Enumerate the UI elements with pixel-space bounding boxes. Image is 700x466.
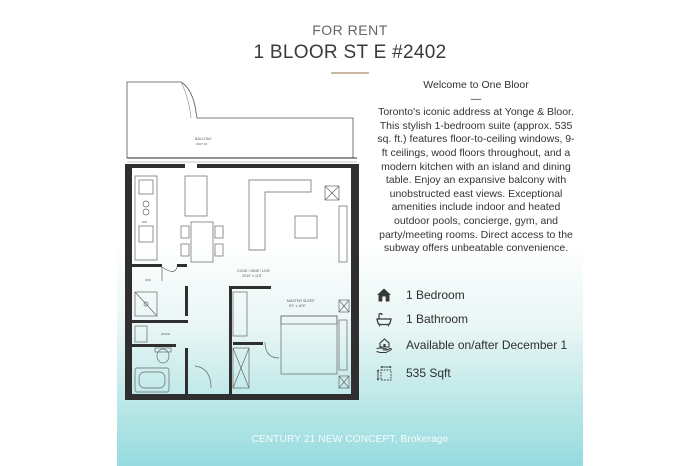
hand-house-icon bbox=[375, 336, 393, 354]
description-heading: Welcome to One Bloor bbox=[423, 79, 529, 91]
listing-card bbox=[117, 0, 583, 466]
dw-label: DW bbox=[142, 220, 147, 224]
bathtub bbox=[135, 368, 169, 392]
balcony-sublabel: UNIT 02 bbox=[196, 142, 208, 146]
balcony-label: BALCONY bbox=[195, 137, 212, 141]
feature-bathrooms-label: 1 Bathroom bbox=[406, 312, 469, 326]
house-icon bbox=[375, 286, 393, 304]
vanity bbox=[135, 326, 147, 342]
sofa bbox=[249, 180, 311, 250]
description bbox=[376, 79, 576, 256]
listing-address: 1 BLOOR ST E #2402 bbox=[253, 42, 447, 63]
brokerage-footer: CENTURY 21 NEW CONCEPT, Brokerage bbox=[251, 434, 449, 445]
floor-plan bbox=[125, 76, 375, 408]
feature-bedrooms-label: 1 Bedroom bbox=[406, 288, 465, 302]
feature-availability-label: Available on/after December 1 bbox=[406, 338, 568, 352]
feature-bedrooms bbox=[375, 284, 465, 306]
wd-label: W/D bbox=[145, 278, 151, 282]
living-dims: 20'10" x 11'6" bbox=[242, 274, 263, 278]
toilet bbox=[157, 349, 169, 363]
bathtub-icon bbox=[375, 310, 393, 328]
kitchen-counter bbox=[135, 176, 157, 260]
feature-bathrooms bbox=[375, 308, 469, 330]
dining-table bbox=[191, 222, 213, 262]
bed bbox=[281, 316, 337, 374]
description-dash: — bbox=[470, 92, 482, 105]
bedroom-dims: 9'1" x 10'5" bbox=[289, 304, 306, 308]
area-icon bbox=[375, 364, 393, 382]
kitchen-island bbox=[185, 176, 207, 216]
feature-area bbox=[375, 362, 451, 384]
bedroom-label: MASTER SLEEP bbox=[287, 299, 315, 303]
feature-availability bbox=[375, 334, 568, 356]
description-body: Toronto's iconic address at Yonge & Bloor. This stylish 1-bedroom suite (approx. 535 sq. ft.) features floor-to-ceiling windows, 9-ft ceilings, wood floors throughout, and a modern kitchen with an island and dining table. Enjoy an expansive balcony with unobstructed east views. Exceptional amenities include indoor and heated outdoor pools, concierge, gym, and party/meeting rooms. Direct access to the subway offers unbeatable convenience. bbox=[377, 106, 575, 255]
listing-status: FOR RENT bbox=[312, 22, 388, 38]
living-label: COOK / DINE / LIVE bbox=[237, 269, 270, 273]
balcony-outline bbox=[127, 82, 353, 158]
wash-label: WASH bbox=[161, 332, 170, 336]
title-divider bbox=[331, 72, 369, 74]
feature-area-label: 535 Sqft bbox=[406, 366, 451, 380]
